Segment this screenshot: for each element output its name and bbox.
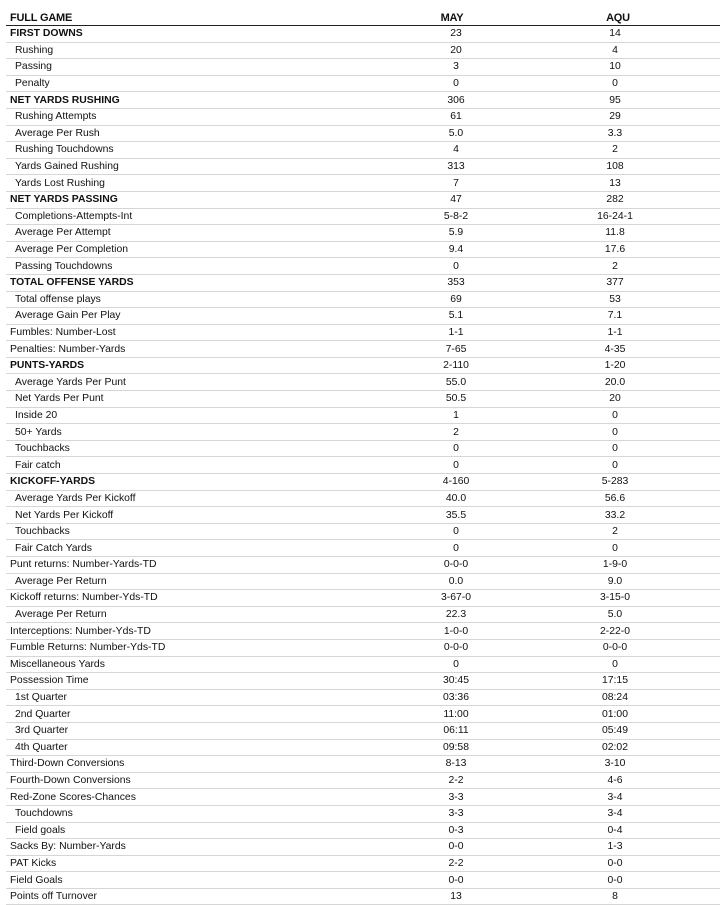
aqu-value: 0 xyxy=(612,78,618,90)
table-row xyxy=(6,573,720,590)
stat-label: Fourth-Down Conversions xyxy=(10,775,131,787)
stat-label: Penalty xyxy=(15,78,50,90)
stat-label: Penalties: Number-Yards xyxy=(10,343,126,355)
section-heading: FIRST DOWNS xyxy=(10,28,83,40)
aqu-value: 05:49 xyxy=(601,725,628,737)
stat-label: Average Yards Per Punt xyxy=(15,376,126,388)
table-row xyxy=(6,540,720,557)
aqu-value: 0 xyxy=(612,426,618,438)
may-value: 2-2 xyxy=(448,857,464,869)
stat-label: Sacks By: Number-Yards xyxy=(10,841,126,853)
may-value: 50.5 xyxy=(445,393,467,405)
aqu-value: 1-3 xyxy=(607,841,623,853)
table-row xyxy=(6,42,720,59)
may-value: 3 xyxy=(453,61,459,73)
aqu-value: 17:15 xyxy=(601,675,628,687)
may-value: 35.5 xyxy=(445,509,467,521)
aqu-value: 0 xyxy=(612,409,618,421)
may-value: 0 xyxy=(453,78,459,90)
aqu-value: 1-1 xyxy=(607,326,623,338)
stat-label: Inside 20 xyxy=(15,409,58,421)
table-row xyxy=(6,92,720,109)
aqu-value: 17.6 xyxy=(604,244,626,256)
header-full-game: FULL GAME xyxy=(10,11,73,24)
aqu-value: 01:00 xyxy=(601,708,628,720)
aqu-value: 20 xyxy=(609,393,621,405)
may-value: 1-1 xyxy=(448,326,464,338)
may-value: 0.0 xyxy=(448,575,464,587)
aqu-value: 0-0 xyxy=(607,857,623,869)
may-value: 0 xyxy=(453,526,459,538)
table-row xyxy=(6,888,720,905)
table-row xyxy=(6,26,720,43)
table-row xyxy=(6,208,720,225)
table-row xyxy=(6,474,720,491)
stat-label: PAT Kicks xyxy=(10,857,57,869)
table-row xyxy=(6,308,720,325)
table-row xyxy=(6,872,720,889)
may-value: 353 xyxy=(447,277,465,289)
aqu-value: 2 xyxy=(612,260,618,272)
table-row xyxy=(6,623,720,640)
may-value: 40.0 xyxy=(445,492,467,504)
aqu-value: 0 xyxy=(612,658,618,670)
stat-label: Touchdowns xyxy=(15,808,73,820)
header-team-aqu: AQU xyxy=(606,11,630,24)
stat-label: Average Per Attempt xyxy=(15,227,111,239)
stat-label: Touchbacks xyxy=(15,526,70,538)
may-value: 4-160 xyxy=(442,476,470,488)
may-value: 3-3 xyxy=(448,808,464,820)
may-value: 23 xyxy=(450,28,462,40)
stat-label: Touchbacks xyxy=(15,443,70,455)
table-row xyxy=(6,341,720,358)
aqu-value: 0 xyxy=(612,542,618,554)
table-row xyxy=(6,756,720,773)
stat-label: Fair catch xyxy=(15,459,61,471)
stat-label: Total offense plays xyxy=(15,293,101,305)
stat-label: 2nd Quarter xyxy=(15,708,71,720)
aqu-value: 4 xyxy=(612,44,618,56)
may-value: 0 xyxy=(453,459,459,471)
table-row xyxy=(6,490,720,507)
aqu-value: 1-9-0 xyxy=(602,559,628,571)
stat-label: Possession Time xyxy=(10,675,89,687)
section-heading: TOTAL OFFENSE YARDS xyxy=(10,277,134,289)
team-stats-table xyxy=(6,10,720,905)
table-row xyxy=(6,291,720,308)
stat-label: Completions-Attempts-Int xyxy=(15,210,133,222)
stat-label: Fumble Returns: Number-Yds-TD xyxy=(10,642,166,654)
stat-label: Points off Turnover xyxy=(10,891,98,903)
table-row xyxy=(6,324,720,341)
table-row xyxy=(6,391,720,408)
may-value: 1 xyxy=(453,409,459,421)
stat-label: Red-Zone Scores-Chances xyxy=(10,791,136,803)
section-heading: NET YARDS PASSING xyxy=(10,194,118,206)
table-row xyxy=(6,241,720,258)
stat-label: Third-Down Conversions xyxy=(10,758,125,770)
may-value: 20 xyxy=(450,44,462,56)
aqu-value: 377 xyxy=(606,277,624,289)
stat-label: Miscellaneous Yards xyxy=(10,658,105,670)
stat-label: Interceptions: Number-Yds-TD xyxy=(10,625,151,637)
may-value: 0-0-0 xyxy=(443,559,469,571)
stat-label: Yards Lost Rushing xyxy=(15,177,105,189)
aqu-value: 3-15-0 xyxy=(599,592,631,604)
may-value: 5.9 xyxy=(448,227,464,239)
table-row xyxy=(6,523,720,540)
stat-label: Punt returns: Number-Yards-TD xyxy=(10,559,157,571)
table-row xyxy=(6,407,720,424)
table-row xyxy=(6,357,720,374)
may-value: 8-13 xyxy=(445,758,467,770)
stat-label: Average Per Return xyxy=(15,575,107,587)
may-value: 47 xyxy=(450,194,462,206)
aqu-value: 5.0 xyxy=(607,609,623,621)
stat-label: Average Per Rush xyxy=(15,127,100,139)
aqu-value: 2 xyxy=(612,144,618,156)
aqu-value: 0 xyxy=(612,443,618,455)
aqu-value: 3-4 xyxy=(607,791,623,803)
may-value: 13 xyxy=(450,891,462,903)
table-row xyxy=(6,125,720,142)
table-header xyxy=(6,10,720,26)
may-value: 11:00 xyxy=(443,708,469,720)
aqu-value: 29 xyxy=(609,111,621,123)
table-row xyxy=(6,772,720,789)
may-value: 0-0 xyxy=(448,874,464,886)
stat-label: 1st Quarter xyxy=(15,692,67,704)
may-value: 3-3 xyxy=(448,791,464,803)
table-row xyxy=(6,673,720,690)
aqu-value: 14 xyxy=(609,28,621,40)
stat-label: Average Per Return xyxy=(15,609,107,621)
aqu-value: 0 xyxy=(612,459,618,471)
may-value: 0 xyxy=(453,260,459,272)
may-value: 5.1 xyxy=(448,310,464,322)
aqu-value: 20.0 xyxy=(604,376,626,388)
table-row xyxy=(6,191,720,208)
table-row xyxy=(6,789,720,806)
aqu-value: 95 xyxy=(609,94,621,106)
may-value: 0 xyxy=(453,443,459,455)
table-row xyxy=(6,706,720,723)
aqu-value: 0-4 xyxy=(607,824,623,836)
may-value: 0-3 xyxy=(448,824,464,836)
aqu-value: 08:24 xyxy=(601,692,628,704)
stat-label: Average Yards Per Kickoff xyxy=(15,492,136,504)
stat-label: Passing xyxy=(15,61,52,73)
stat-label: Field goals xyxy=(15,824,66,836)
stat-label: Fumbles: Number-Lost xyxy=(10,326,116,338)
aqu-value: 9.0 xyxy=(607,575,623,587)
may-value: 0 xyxy=(453,658,459,670)
may-value: 9.4 xyxy=(448,244,464,256)
may-value: 4 xyxy=(453,144,459,156)
table-row xyxy=(6,822,720,839)
aqu-value: 1-20 xyxy=(604,360,626,372)
aqu-value: 108 xyxy=(606,161,624,173)
section-heading: PUNTS-YARDS xyxy=(10,360,85,372)
may-value: 69 xyxy=(450,293,462,305)
table-row xyxy=(6,225,720,242)
table-body xyxy=(6,26,720,905)
table-row xyxy=(6,739,720,756)
may-value: 30:45 xyxy=(442,675,469,687)
may-value: 0-0 xyxy=(448,841,464,853)
may-value: 55.0 xyxy=(445,376,467,388)
may-value: 06:11 xyxy=(443,725,469,737)
section-heading: KICKOFF-YARDS xyxy=(10,476,96,488)
aqu-value: 2 xyxy=(612,526,618,538)
table-row xyxy=(6,855,720,872)
stat-label: Yards Gained Rushing xyxy=(15,161,119,173)
stat-label: Rushing Touchdowns xyxy=(15,144,114,156)
aqu-value: 16-24-1 xyxy=(597,210,633,222)
aqu-value: 11.8 xyxy=(605,227,625,239)
aqu-value: 0-0 xyxy=(607,874,623,886)
may-value: 306 xyxy=(447,94,465,106)
may-value: 7 xyxy=(453,177,459,189)
aqu-value: 3.3 xyxy=(607,127,623,139)
may-value: 22.3 xyxy=(445,609,467,621)
may-value: 2 xyxy=(453,426,459,438)
stat-label: 50+ Yards xyxy=(15,426,62,438)
table-row xyxy=(6,457,720,474)
table-row xyxy=(6,75,720,92)
aqu-value: 8 xyxy=(612,891,618,903)
table-row xyxy=(6,839,720,856)
table-row xyxy=(6,639,720,656)
table-row xyxy=(6,59,720,76)
stat-label: Net Yards Per Kickoff xyxy=(15,509,114,521)
aqu-value: 2-22-0 xyxy=(599,625,631,637)
stat-label: Fair Catch Yards xyxy=(15,542,92,554)
may-value: 61 xyxy=(450,111,462,123)
aqu-value: 02:02 xyxy=(601,741,628,753)
header-team-may: MAY xyxy=(440,11,464,24)
aqu-value: 0-0-0 xyxy=(602,642,628,654)
table-row xyxy=(6,274,720,291)
aqu-value: 282 xyxy=(606,194,624,206)
may-value: 5-8-2 xyxy=(443,210,469,222)
aqu-value: 3-4 xyxy=(607,808,623,820)
stat-label: Rushing xyxy=(15,44,54,56)
aqu-value: 7.1 xyxy=(607,310,623,322)
stat-label: Passing Touchdowns xyxy=(15,260,113,272)
table-row xyxy=(6,158,720,175)
may-value: 0-0-0 xyxy=(443,642,469,654)
aqu-value: 56.6 xyxy=(604,492,626,504)
table-row xyxy=(6,805,720,822)
table-row xyxy=(6,722,720,739)
may-value: 1-0-0 xyxy=(443,625,469,637)
may-value: 3-67-0 xyxy=(440,592,472,604)
table-row xyxy=(6,656,720,673)
table-row xyxy=(6,108,720,125)
section-heading: NET YARDS RUSHING xyxy=(10,94,120,106)
header-row xyxy=(6,10,720,26)
table-row xyxy=(6,557,720,574)
aqu-value: 3-10 xyxy=(604,758,626,770)
aqu-value: 4-35 xyxy=(604,343,626,355)
stat-label: Rushing Attempts xyxy=(15,111,97,123)
stat-label: Field Goals xyxy=(10,874,63,886)
table-row xyxy=(6,374,720,391)
table-row xyxy=(6,590,720,607)
table-row xyxy=(6,142,720,159)
may-value: 7-65 xyxy=(445,343,467,355)
stat-label: Average Gain Per Play xyxy=(15,310,121,322)
may-value: 5.0 xyxy=(448,127,464,139)
aqu-value: 53 xyxy=(609,293,621,305)
stat-label: Net Yards Per Punt xyxy=(15,393,104,405)
aqu-value: 33.2 xyxy=(604,509,626,521)
aqu-value: 5-283 xyxy=(601,476,629,488)
table-row xyxy=(6,175,720,192)
table-row xyxy=(6,689,720,706)
table-row xyxy=(6,424,720,441)
may-value: 313 xyxy=(447,161,465,173)
stat-label: 3rd Quarter xyxy=(15,725,69,737)
may-value: 2-110 xyxy=(443,360,469,372)
table-row xyxy=(6,507,720,524)
table-row xyxy=(6,258,720,275)
may-value: 09:58 xyxy=(442,741,469,753)
table-row xyxy=(6,606,720,623)
aqu-value: 10 xyxy=(609,61,621,73)
stat-label: Kickoff returns: Number-Yds-TD xyxy=(10,592,158,604)
may-value: 2-2 xyxy=(448,775,464,787)
stat-label: 4th Quarter xyxy=(15,741,68,753)
aqu-value: 4-6 xyxy=(607,775,623,787)
may-value: 03:36 xyxy=(442,692,469,704)
may-value: 0 xyxy=(453,542,459,554)
stat-label: Average Per Completion xyxy=(15,244,129,256)
table-row xyxy=(6,440,720,457)
aqu-value: 13 xyxy=(609,177,621,189)
